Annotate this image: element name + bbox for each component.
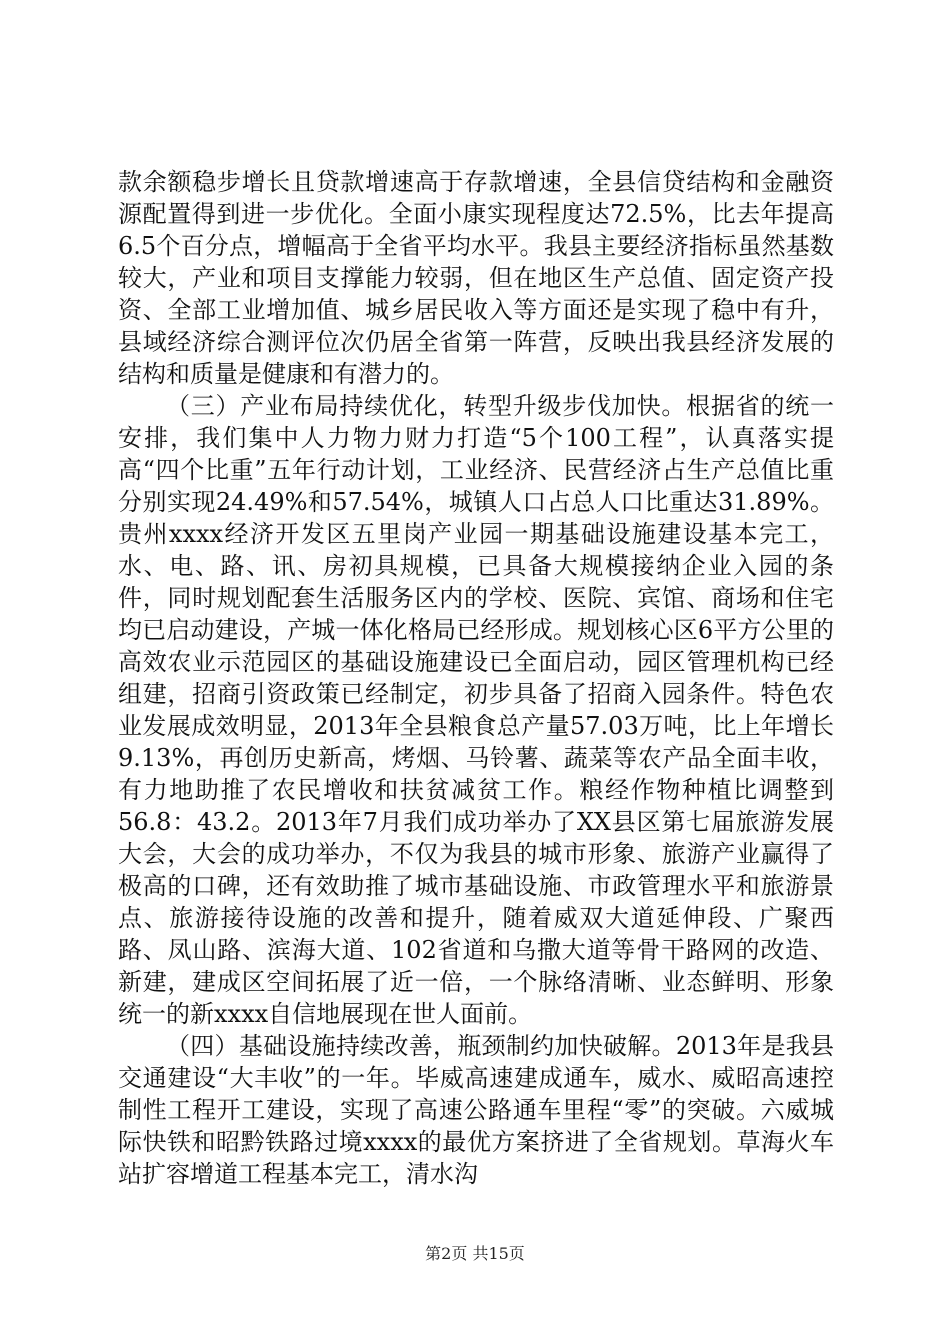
paragraph-industry-layout: （三）产业布局持续优化，转型升级步伐加快。根据省的统一安排，我们集中人力物力财力打造“5个100工程”，认真落实提高“四个比重”五年行动计划，工业经济、民营经济占生产总值比重分别实现24.49%和57.54%，城镇人口占总人口比重达31.89%。贵州xxxx经济开发区五里岗产业园一期基础设施建设基本完工，水、电、路、讯、房初具规模，已具备大规模接纳企业入园的条件，同时规划配套生活服务区内的学校、医院、宾馆、商场和住宅均已启动建设，产城一体化格局已经形成。规划核心区6平方公里的高效农业示范园区的基础设施建设已全面启动，园区管理机构已经组建，招商引资政策已经制定，初步具备了招商入园条件。特色农业发展成效明显，2013年全县粮食总产量57.03万吨，比上年增长9.13%，再创历史新高，烤烟、马铃薯、蔬菜等农产品全面丰收，有力地助推了农民增收和扶贫减贫工作。粮经作物种植比调整到56.8：43.2。2013年7月我们成功举办了XX县区第七届旅游发展大会，大会的成功举办，不仅为我县的城市形象、旅游产业赢得了极高的口碑，还有效助推了城市基础设施、市政管理水平和旅游景点、旅游接待设施的改善和提升，随着威双大道延伸段、广聚西路、凤山路、滨海大道、102省道和乌撒大道等骨干路网的改造、新建，建成区空间拓展了近一倍，一个脉络清晰、业态鲜明、形象统一的新xxxx自信地展现在世人面前。 (118, 392, 834, 1028)
paragraph-infrastructure: （四）基础设施持续改善，瓶颈制约加快破解。2013年是我县交通建设“大丰收”的一年。毕威高速建成通车，威水、威昭高速控制性工程开工建设，实现了高速公路通车里程“零”的突破。六威城际快铁和昭黔铁路过境xxxx的最优方案挤进了全省规划。草海火车站扩容增道工程基本完工，清水沟 (118, 1032, 834, 1188)
document-body (118, 166, 834, 1190)
paragraph-continued: 款余额稳步增长且贷款增速高于存款增速，全县信贷结构和金融资源配置得到进一步优化。全面小康实现程度达72.5%，比去年提高6.5个百分点，增幅高于全省平均水平。我县主要经济指标虽然基数较大，产业和项目支撑能力较弱，但在地区生产总值、固定资产投资、全部工业增加值、城乡居民收入等方面还是实现了稳中有升，县域经济综合测评位次仍居全省第一阵营，反映出我县经济发展的结构和质量是健康和有潜力的。 (118, 168, 834, 388)
page-number-footer: 第2页 共15页 (425, 1244, 525, 1263)
